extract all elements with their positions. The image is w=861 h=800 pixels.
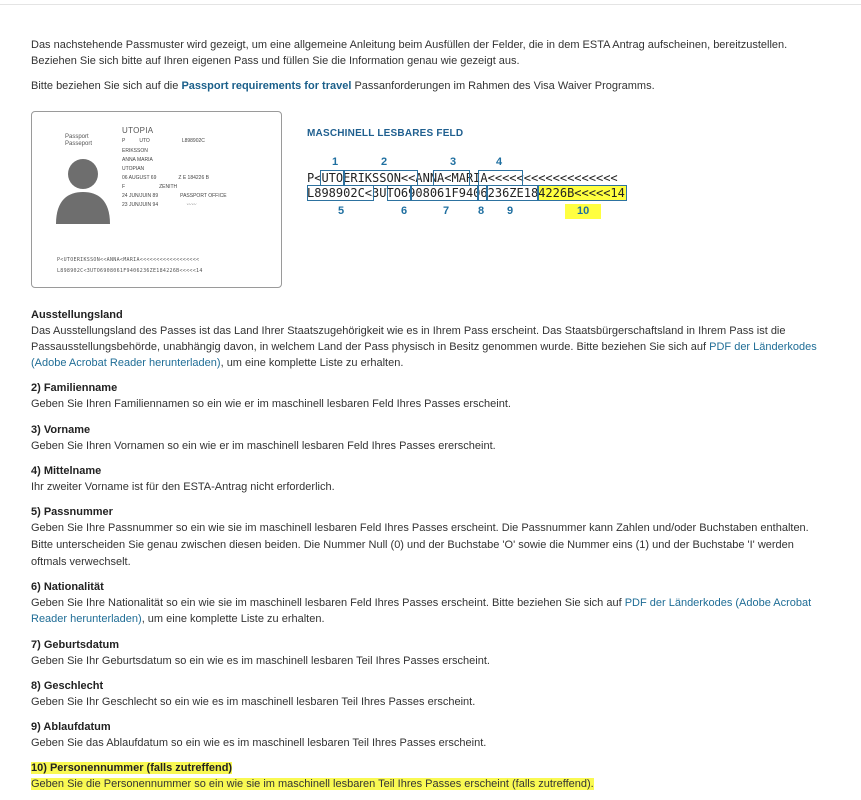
section-nationality: 6) Nationalität Geben Sie Ihre Nationalität so ein wie sie im maschinell lesbaren Feld Ihres Passes erscheint. Bitte beziehen Sie sich auf PDF der Länderkodes (Adobe Acrobat Reader herunterladen), um eine komplette Liste zu erhalten. xyxy=(31,579,831,627)
section-birth-date xyxy=(31,637,831,669)
section-text: Geben Sie Ihr Geschlecht so ein wie es im maschinell lesbaren Teil Ihres Passes erscheint. xyxy=(31,696,476,708)
section-passport-number xyxy=(31,504,831,571)
section-title: 5) Passnummer xyxy=(31,506,113,518)
section-issuing-country: Ausstellungsland Das Ausstellungsland des Passes ist das Land Ihrer Staatszugehörigkeit wie es in Ihrem Pass erscheint. Das Staatsbürgerschaftsland in Ihrem Pass ist die Passausstellungsbehörde, unabhängig davon, in welchem Land der Pass physisch in Besitz genommen wurde. Bitte beziehen Sie sich auf PDF der Länderkodes (Adobe Acrobat Reader herunterladen), um eine komplette Liste zu erhalten. xyxy=(31,307,831,371)
section-title: Ausstellungsland xyxy=(31,309,123,321)
intro-ref-suffix: Passanforderungen im Rahmen des Visa Waiver Programms. xyxy=(351,80,655,92)
intro-line-1: Das nachstehende Passmuster wird gezeigt, um eine allgemeine Anleitung beim Ausfüllen der Felder, die in dem ESTA Antrag aufscheinen, bereitzustellen. xyxy=(31,39,788,51)
country-codes-pdf-link[interactable]: PDF der Länderkodes (Adobe Acrobat Reader herunterladen) xyxy=(31,597,812,625)
passport-country: UTOPIA xyxy=(122,126,154,135)
section-text: Geben Sie das Ablaufdatum so ein wie es im maschinell lesbaren Teil Ihres Passes erscheint. xyxy=(31,737,487,749)
frame-passport-number xyxy=(307,185,374,201)
section-text: Geben Sie Ihre Passnummer so ein wie sie im maschinell lesbaren Feld Ihres Passes erscheint. Die Passnummer kann Zahlen und/oder Buchstaben enthalten. Bitte unterscheiden Sie genau zwischen diesen beiden. Die Nummer Null (0) und der Buchstabe 'O' sowie die Nummer eins (1) und der Buchstabe 'I' werden oftmals verwechselt. xyxy=(31,522,809,568)
frame-nationality xyxy=(387,185,411,201)
frame-sex xyxy=(478,185,487,201)
section-surname xyxy=(31,380,831,412)
mrz-label-4: 4 xyxy=(496,156,503,168)
section-title: 4) Mittelname xyxy=(31,465,102,477)
frame-middle-name xyxy=(478,170,523,186)
section-title: 7) Geburtsdatum xyxy=(31,639,120,651)
top-divider xyxy=(0,4,861,5)
passport-mrz: P<UTOERIKSSON<<ANNA<MARIA<<<<<<<<<<<<<<<<<< L898902C<3UTO6908061F9406236ZE184226B<<<<<14 xyxy=(57,257,203,274)
person-silhouette-icon xyxy=(54,150,112,224)
section-title: 10) Personennummer (falls zutreffend) xyxy=(31,762,233,774)
passport-requirements-link[interactable]: Passport requirements for travel xyxy=(181,80,352,92)
frame-personal-number xyxy=(538,185,627,201)
mrz-label-5: 5 xyxy=(338,205,345,217)
intro-reference xyxy=(31,78,831,94)
intro-text xyxy=(31,37,831,69)
section-title: 9) Ablaufdatum xyxy=(31,721,111,733)
section-title: 2) Familienname xyxy=(31,382,118,394)
passport-label: Passport Passeport xyxy=(65,134,93,147)
section-text: Geben Sie Ihr Geburtsdatum so ein wie es im maschinell lesbaren Teil Ihres Passes erscheint. xyxy=(31,655,490,667)
frame-surname xyxy=(344,170,418,186)
section-title: 3) Vorname xyxy=(31,424,91,436)
mrz-label-6: 6 xyxy=(401,205,408,217)
mrz-label-2: 2 xyxy=(381,156,388,168)
signature: 〰〰 xyxy=(186,202,197,208)
mrz-line-1: P<UTOERIKSSON<<ANNA<MARIA<<<<<<<<<<<<<<<<<< xyxy=(307,171,618,185)
mrz-label-8: 8 xyxy=(478,205,485,217)
intro-line-2: Beziehen Sie sich bitte auf Ihren eigenen Pass und füllen Sie die Information genau wie gezeigt aus. xyxy=(31,55,520,67)
mrz-label-1: 1 xyxy=(332,156,339,168)
section-title: 6) Nationalität xyxy=(31,581,104,593)
section-given-name xyxy=(31,422,831,454)
frame-expiry-date xyxy=(487,185,538,201)
mrz-line-2: L898902C<3UTO6908061F9406236ZE184226B<<<<<14 xyxy=(307,186,625,200)
section-middle-name xyxy=(31,463,831,495)
section-text: Ihr zweiter Vorname ist für den ESTA-Antrag nicht erforderlich. xyxy=(31,481,335,493)
mrz-diagram xyxy=(307,152,737,220)
mrz-label-10: 10 xyxy=(577,205,590,217)
frame-given-name xyxy=(433,170,470,186)
section-personal-number xyxy=(31,760,831,792)
frame-country xyxy=(320,170,344,186)
section-text: Geben Sie die Personennummer so ein wie sie im maschinell lesbaren Teil Ihres Passes erscheint (falls zutreffend). xyxy=(31,778,594,790)
section-text: Geben Sie Ihre Nationalität so ein wie sie im maschinell lesbaren Feld Ihres Passes erscheint. Bitte beziehen Sie sich auf xyxy=(31,597,625,609)
section-expiry-date xyxy=(31,719,831,751)
mrz-label-3: 3 xyxy=(450,156,457,168)
section-sex xyxy=(31,678,831,710)
country-codes-pdf-link[interactable]: PDF der Länderkodes (Adobe Acrobat Reader herunterladen) xyxy=(31,341,817,369)
section-text: Geben Sie Ihren Vornamen so ein wie er im maschinell lesbaren Feld Ihres Passes ererscheint. xyxy=(31,440,496,452)
section-title: 8) Geschlecht xyxy=(31,680,104,692)
mrz-title: MASCHINELL LESBARES FELD xyxy=(307,128,464,139)
mrz-label-9: 9 xyxy=(507,205,514,217)
section-text: Geben Sie Ihren Familiennamen so ein wie er im maschinell lesbaren Feld Ihres Passes erscheint. xyxy=(31,398,511,410)
frame-birth-date xyxy=(411,185,478,201)
section-text: Das Ausstellungsland des Passes ist das Land Ihrer Staatszugehörigkeit wie es in Ihrem Pass erscheint. Das Staatsbürgerschaftsland in Ihrem Pass ist die Passausstellungsbehörde, unabhängig davon, in welchem Land der Pass physisch in Besitz genommen wurde. Bitte beziehen Sie sich auf xyxy=(31,325,786,353)
passport-fields: P UTO L898902C ERIKSSON ANNA MARIA UTOPIAN 06 AUGUST 69 Z E 184226 B F ZENITH 24 JUN/JUIN 89 PASSPORT OFFICE 23 JUN/JUIN 94 〰〰 xyxy=(122,138,227,208)
mrz-label-7: 7 xyxy=(443,205,450,217)
intro-ref-prefix: Bitte beziehen Sie sich auf die xyxy=(31,80,182,92)
passport-specimen-image xyxy=(31,111,282,288)
